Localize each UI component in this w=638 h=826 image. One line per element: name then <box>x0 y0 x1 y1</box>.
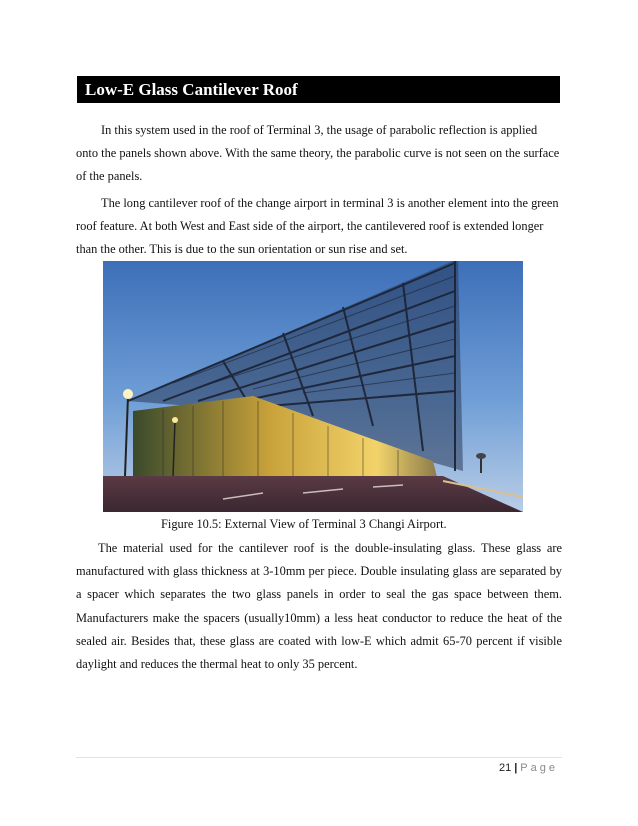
page-label: Page <box>520 762 558 774</box>
paragraph-parabolic-reflection: In this system used in the roof of Terminal 3, the usage of parabolic reflection is applied onto the panels shown above. With the same theory, the parabolic curve is not seen on the surface of the panels. <box>76 123 560 184</box>
figure-caption: Figure 10.5: External View of Terminal 3 Changi Airport. <box>161 517 447 531</box>
paragraph-double-insulating-glass: The material used for the cantilever roof is the double-insulating glass. These glass are manufactured with glass thickness at 3-10mm per piece. Double insulating glass are separated by a spacer which separates the two glass panels in order to seal the gas space between them. Manufacturers make the spacers (usually10mm) a less heat conductor to reduce the heat of the sealed air. Besides that, these glass are coated with low-E which admit 65-70 percent if visible daylight and reduces the thermal heat to only 35 percent. <box>76 541 562 672</box>
footer-separator: | <box>514 762 518 774</box>
section-heading: Low-E Glass Cantilever Roof <box>77 76 560 103</box>
page-number: 21 <box>498 762 512 774</box>
page-footer <box>499 762 558 774</box>
terminal-3-photo <box>103 261 523 512</box>
footer-divider <box>76 757 562 758</box>
paragraph-cantilever-roof: The long cantilever roof of the change airport in terminal 3 is another element into the green roof feature. At both West and East side of the airport, the cantilevered roof is extended longer than the other. This is due to the sun orientation or sun rise and set. <box>76 196 559 257</box>
